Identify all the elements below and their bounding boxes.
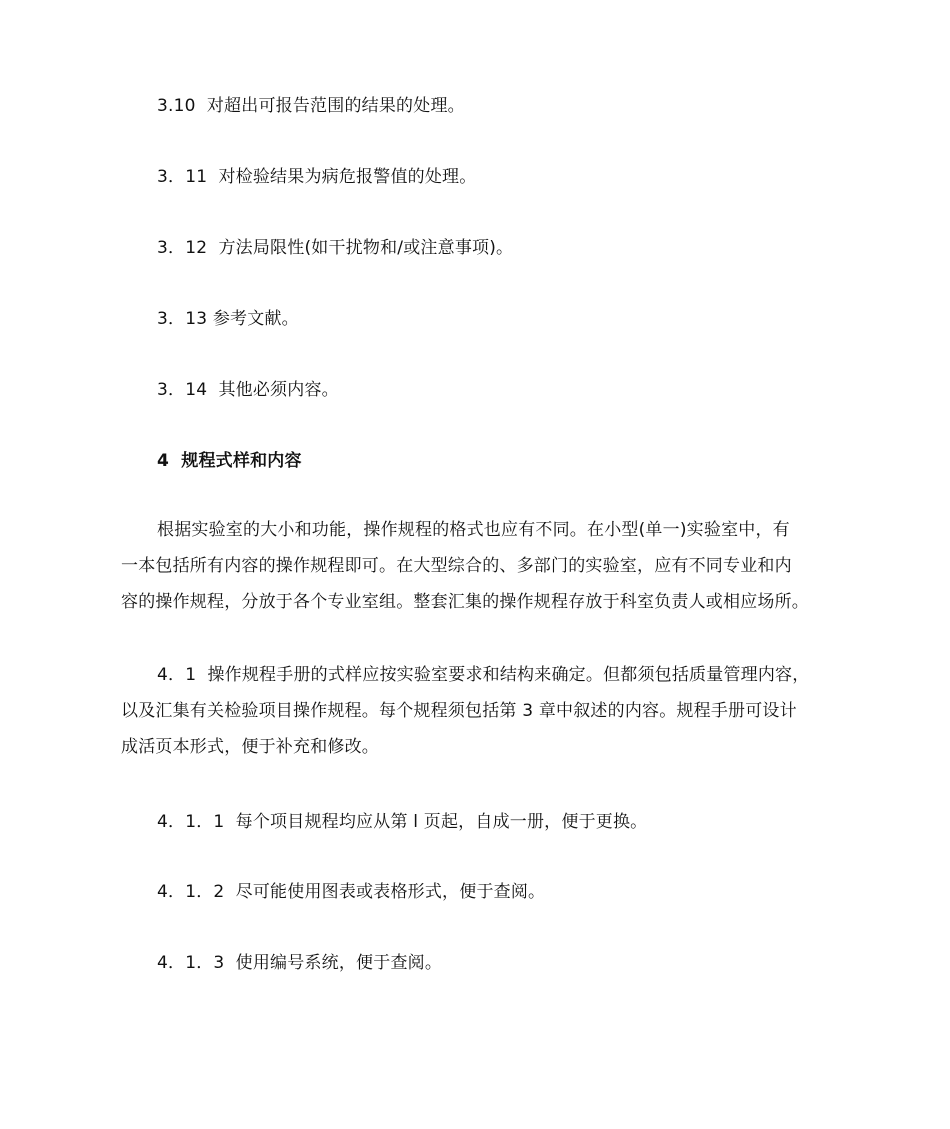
paragraph-line: 4．1 操作规程手册的式样应按实验室要求和结构来确定。但都须包括质量管理内容， xyxy=(157,665,810,685)
clause-3-12: 3．12 方法局限性(如干扰物和/或注意事项)。 xyxy=(157,238,514,258)
clause-3-13: 3．13 参考文献。 xyxy=(157,309,299,329)
paragraph-line: 以及汇集有关检验项目操作规程。每个规程须包括第 3 章中叙述的内容。规程手册可设计 xyxy=(121,701,797,721)
paragraph-line: 成活页本形式，便于补充和修改。 xyxy=(121,737,379,757)
paragraph-line: 容的操作规程，分放于各个专业室组。整套汇集的操作规程存放于科室负责人或相应场所。 xyxy=(121,592,809,612)
paragraph-line: 一本包括所有内容的操作规程即可。在大型综合的、多部门的实验室，应有不同专业和内 xyxy=(121,556,792,576)
paragraph-format-intro xyxy=(121,512,841,620)
paragraph-line: 根据实验室的大小和功能，操作规程的格式也应有不同。在小型(单一)实验室中，有 xyxy=(157,520,790,540)
clause-4-1-2: 4．1．2 尽可能使用图表或表格形式，便于查阅。 xyxy=(157,882,546,902)
clause-4-1-1: 4．1．1 每个项目规程均应从第 l 页起，自成一册，便于更换。 xyxy=(157,812,648,832)
paragraph-clause-4-1 xyxy=(121,657,841,765)
clause-3-10: 3.10 对超出可报告范围的结果的处理。 xyxy=(157,96,465,116)
section-heading-4: 4 规程式样和内容 xyxy=(157,451,302,471)
clause-3-11: 3．11 对检验结果为病危报警值的处理。 xyxy=(157,167,477,187)
clause-4-1-3: 4．1．3 使用编号系统，便于查阅。 xyxy=(157,953,443,973)
clause-3-14: 3．14 其他必须内容。 xyxy=(157,380,339,400)
